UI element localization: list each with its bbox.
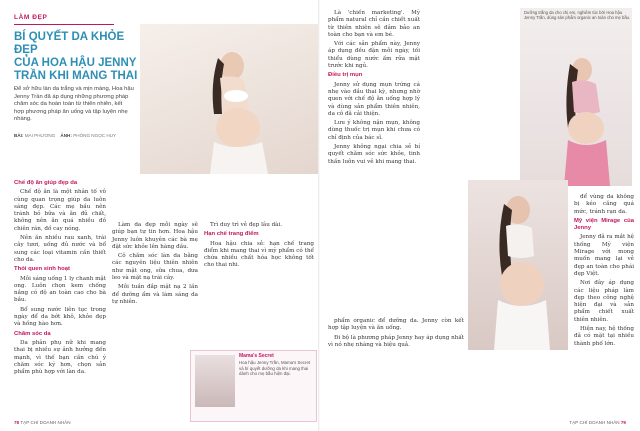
- photo-pink-outfit: [520, 8, 632, 186]
- headline-line-1: BÍ QUYẾT DA KHỎE ĐẸP: [14, 31, 125, 56]
- article-column-5: [328, 318, 464, 351]
- profile-photo: [195, 355, 235, 407]
- article-sapo: Để sở hữu làn da trắng và mịn màng, Hoa hậu Jenny Trần đã áp dụng những phương pháp chăm sóc da hoàn toàn từ thiên nhiên, kết hợp phương pháp ăn uống và tập luyện nhẹ nhàng.: [14, 86, 134, 123]
- paragraph: Nơi đây áp dụng các liệu pháp làm đẹp theo công nghệ hiện đại và sản phẩm chiết xuất thiên nhiên.: [574, 280, 634, 323]
- pregnant-woman-photo: [180, 44, 290, 174]
- byline-photo-label: ẢNH:: [60, 133, 72, 138]
- profile-description: Hoa hậu Jenny Trần, Mama's Secret và bí quyết dưỡng da khi mang thai dành cho mẹ bầu hiện đại.: [239, 359, 311, 377]
- article-column-6: [574, 194, 634, 350]
- paragraph: Jenny sử dụng mụn trứng cá nhẹ vào đầu thai kỳ, nhưng nhờ quen với chế độ ăn uống hợp lý và dùng sản phẩm thiên nhiên, da cô đã cải thiện.: [328, 81, 420, 117]
- paragraph: Mỗi sáng uống 1 ly chanh mật ong. Luôn chọn kem chống nắng có độ an toàn cao cho bà bầu.: [14, 275, 106, 304]
- article-column-3: [204, 222, 314, 272]
- left-footer-label: TẠP CHÍ DOANH NHÂN: [20, 420, 71, 425]
- article-column-2: [112, 222, 198, 308]
- paragraph: Hiện nay, hệ thống đã có mặt tại nhiều thành phố lớn.: [574, 326, 634, 347]
- right-footer: [569, 420, 626, 425]
- photo-caption: Dưỡng trắng da cho chị em, nghiêm túc bởi Hoa hậu Jenny Trần, dùng sản phẩm organic an toàn cho mẹ bầu.: [524, 10, 631, 21]
- left-page-number: 78: [14, 420, 20, 425]
- paragraph: Cô chăm sóc làn da bằng các nguyên liệu thiên nhiên như mật ong, sữa chua, dưa leo và mặt nạ trái cây.: [112, 253, 198, 282]
- left-footer: [14, 420, 71, 425]
- byline: [14, 133, 138, 138]
- profile-text: [239, 354, 313, 377]
- paragraph: Mỗi tuần đắp mặt nạ 2 lần để dưỡng ẩm và làm sáng da tự nhiên.: [112, 284, 198, 305]
- byline-author: MAI PHƯƠNG: [24, 133, 56, 138]
- paragraph: Hoa hậu chia sẻ: hạn chế trang điểm khi mang thai vì mỹ phẩm có thể chứa nhiều chất hóa học không tốt cho thai nhi.: [204, 240, 314, 269]
- headline-line-3: TRẦN KHI MANG THAI: [14, 70, 138, 82]
- paragraph: để vùng da không bị kéo căng quá mức, tránh rạn da.: [574, 194, 634, 215]
- article-column-1: [14, 180, 106, 378]
- profile-box: [190, 350, 317, 422]
- byline-label: BÀI:: [14, 133, 24, 138]
- paragraph: Nên ăn nhiều rau xanh, trái cây tươi, uống đủ nước và bổ sung các loại vitamin cần thiết cho da.: [14, 235, 106, 263]
- headline-line-2: CỦA HOA HẬU JENNY: [14, 57, 137, 69]
- profile-title: Mama's Secret: [239, 353, 274, 359]
- paragraph: Bổ sung nước liên tục trong ngày để da bớt khô, khỏe đẹp và hồng hào hơn.: [14, 306, 106, 328]
- paragraph: Da phản phụ nữ khi mang thai bị nhiều sự ảnh hưởng đến mạnh, vì thế bạn cần chú ý chăm sóc kỹ hơn, chọn sản phẩm phù hợp với làn da.: [14, 339, 106, 376]
- article-column-4: [328, 10, 420, 168]
- photo-white-outfit: [468, 180, 568, 350]
- paragraph: Làm da đẹp mỗi ngày sẽ giúp bạn tự tin hơn. Hoa hậu Jenny luôn khuyên các bà mẹ đặt sức khỏe lên hàng đầu.: [112, 222, 198, 250]
- paragraph: Lưu ý không nặn mụn, không dùng thuốc trị mụn khi chưa có chỉ định của bác sĩ.: [328, 120, 420, 141]
- paragraph: Là 'chiến marketing'. Mỹ phẩm natural chỉ cần chiết xuất từ thiên nhiên sẽ đảm bảo an toàn cho bạn và em bé.: [328, 10, 420, 38]
- subhead-acne: Điều trị mụn: [328, 72, 363, 79]
- right-page-number: 79: [620, 420, 626, 425]
- hero-photo: [140, 24, 318, 174]
- article-headline: [14, 31, 140, 83]
- paragraph: Jenny không ngại chia sẻ bí quyết chăm sóc sức khỏe, tinh thần luôn vui vẻ khi mang thai.: [328, 144, 420, 165]
- paragraph: Jenny đã ra mắt hệ thống Mỹ viện Mirage với mong muốn mang lại vẻ đẹp an toàn cho phái đẹp Việt.: [574, 234, 634, 277]
- paragraph: Đi bộ là phương pháp Jenny hay áp dụng nhất vì nó nhẹ nhàng và hiệu quả.: [328, 334, 464, 348]
- subhead-habits: Thói quen sinh hoạt: [14, 266, 70, 273]
- byline-photographer: PHÒNG NGỌC HUY: [73, 133, 117, 138]
- section-divider: [14, 24, 114, 25]
- right-footer-label: TẠP CHÍ DOANH NHÂN: [569, 420, 620, 425]
- section-tag: LÀM ĐẸP: [14, 14, 48, 21]
- pregnant-woman-white-photo: [468, 180, 568, 350]
- subhead-diet: Chế độ ăn giúp đẹp da: [14, 180, 78, 186]
- subhead-skincare: Chăm sóc da: [14, 330, 51, 337]
- paragraph: Trì duy trì vẻ đẹp lâu dài.: [210, 222, 283, 228]
- paragraph: phẩm organic để dưỡng da. Jenny còn kết hợp tập luyện và ăn uống.: [328, 318, 464, 332]
- subhead-salon: Mỹ viện Mirage của Jenny: [574, 217, 634, 232]
- right-page: [320, 0, 640, 431]
- pregnant-woman-pink-photo: [520, 8, 632, 186]
- paragraph: Chế độ ăn là một nhân tố vô cùng quan trọng giúp da luôn sáng đẹp. Các mẹ bầu nên tránh bỏ bữa và ăn đủ chất, không nên ăn quá nhiều đồ chiên rán, đồ cay nóng.: [14, 189, 106, 232]
- subhead-makeup: Hạn chế trang điểm: [204, 231, 259, 238]
- paragraph: Với các sản phẩm này, Jenny áp dụng đều đặn mỗi ngày, tối thiểu dùng nước ấm rửa mặt trước khi ngủ.: [328, 41, 420, 70]
